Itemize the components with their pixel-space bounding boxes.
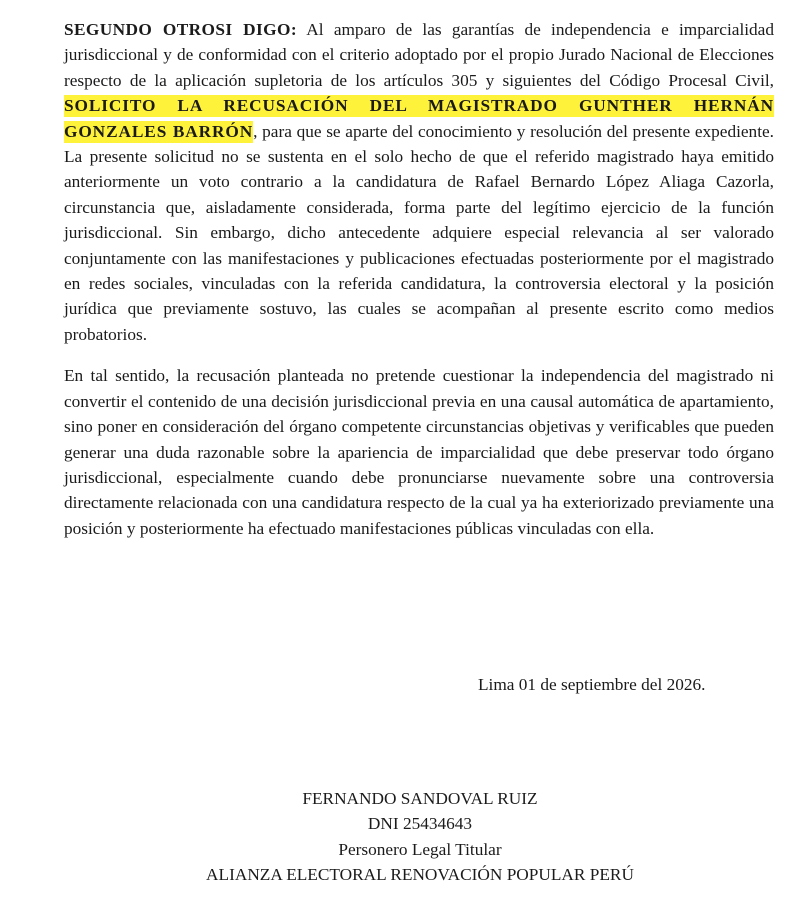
signer-role: Personero Legal Titular xyxy=(338,839,502,859)
document-body xyxy=(64,17,774,541)
paragraph-en-tal-sentido: En tal sentido, la recusación planteada no pretende cuestionar la independencia del magistrado ni convertir el contenido de una decisión jurisdiccional previa en una causal automática de apartamiento, sino poner en consideración del órgano competente circunstancias objetivas y verificables que pueden generar una duda razonable sobre la apariencia de imparcialidad que debe preservar todo órgano jurisdiccional, especialmente cuando debe pronunciarse nuevamente sobre una controversia directamente relacionada con una candidatura respecto de la cual ya ha exteriorizado previamente una posición y posteriormente ha efectuado manifestaciones públicas vinculadas con ella. xyxy=(64,366,774,538)
signature-block xyxy=(160,786,680,888)
paragraph-heading: SEGUNDO OTROSI DIGO: xyxy=(64,20,298,39)
document-date: Lima 01 de septiembre del 2026. xyxy=(478,675,706,694)
signer-name: FERNANDO SANDOVAL RUIZ xyxy=(302,789,538,808)
signer-organization: ALIANZA ELECTORAL RENOVACIÓN POPULAR PERÚ xyxy=(206,865,634,885)
paragraph-text-before: Al amparo de las garantías de independencia e imparcialidad jurisdiccional y de conformidad con el criterio adoptado por el propio Jurado Nacional de Elecciones respecto de la aplicación supletoria de los artículos 305 y siguientes del Código Procesal Civil, xyxy=(64,20,774,90)
highlighted-request: SOLICITO LA RECUSACIÓN DEL MAGISTRADO GUNTHER HERNÁN GONZALES BARRÓN xyxy=(64,96,774,141)
paragraph-segundo-otrosi xyxy=(64,17,774,347)
signer-dni: DNI 25434643 xyxy=(367,814,473,834)
paragraph-text-after: , para que se aparte del conocimiento y resolución del presente expediente. La presente solicitud no se sustenta en el solo hecho de que el referido magistrado haya emitido anteriormente un voto contrario a la candidatura de Rafael Bernardo López Aliaga Cazorla, circunstancia que, aisladamente considerada, forma parte del legítimo ejercicio de la función jurisdiccional. Sin embargo, dicho antecedente adquiere especial relevancia al ser valorado conjuntamente con las manifestaciones y publicaciones efectuadas posteriormente por el magistrado en redes sociales, vinculadas con la referida candidatura, la controversia electoral y la posición jurídica que previamente sostuvo, las cuales se acompañan al presente escrito como medios probatorios. xyxy=(64,121,774,344)
